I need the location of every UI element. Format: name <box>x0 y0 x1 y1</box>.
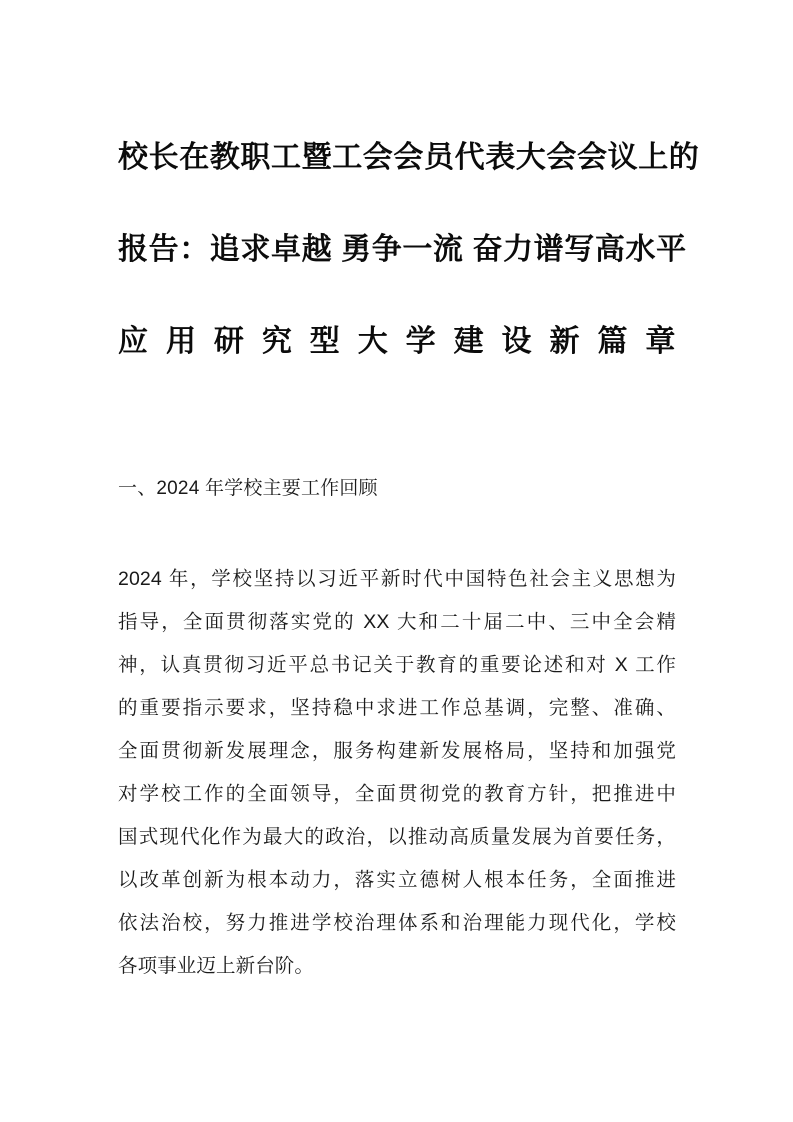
title-line-1: 校长在教职工暨工会会员代表大会会议上的 <box>118 141 700 174</box>
paragraph-line-8: 以改革创新为根本动力，落实立德树人根本任务，全面推进 <box>118 869 676 891</box>
body-paragraph <box>118 502 676 988</box>
paragraph-line-10: 各项事业迈上新台阶。 <box>118 955 315 977</box>
paragraph-line-4: 的重要指示要求，坚持稳中求进工作总基调，完整、准确、 <box>118 697 676 719</box>
paragraph-line-6: 对学校工作的全面领导，全面贯彻党的教育方针，把推进中 <box>118 783 676 805</box>
paragraph-line-5: 全面贯彻新发展理念，服务构建新发展格局，坚持和加强党 <box>118 740 676 762</box>
paragraph-line-9: 依法治校，努力推进学校治理体系和治理能力现代化，学校 <box>118 912 676 934</box>
section-heading: 一、2024 年学校主要工作回顾 <box>118 478 378 499</box>
paragraph-line-3: 神，认真贯彻习近平总书记关于教育的重要论述和对 X 工作 <box>118 654 676 676</box>
paragraph-line-7: 国式现代化作为最大的政治，以推动高质量发展为首要任务， <box>118 826 676 848</box>
title-line-2: 报告：追求卓越 勇争一流 奋力谱写高水平 <box>118 233 687 266</box>
document-content-column <box>118 0 700 988</box>
title-line-3: 应用研究型大学建设新篇章 <box>118 325 676 358</box>
paragraph-line-2: 指导，全面贯彻落实党的 XX 大和二十届二中、三中全会精 <box>118 611 676 633</box>
page-title <box>118 0 700 388</box>
paragraph-line-1: 2024 年，学校坚持以习近平新时代中国特色社会主义思想为 <box>118 568 676 590</box>
